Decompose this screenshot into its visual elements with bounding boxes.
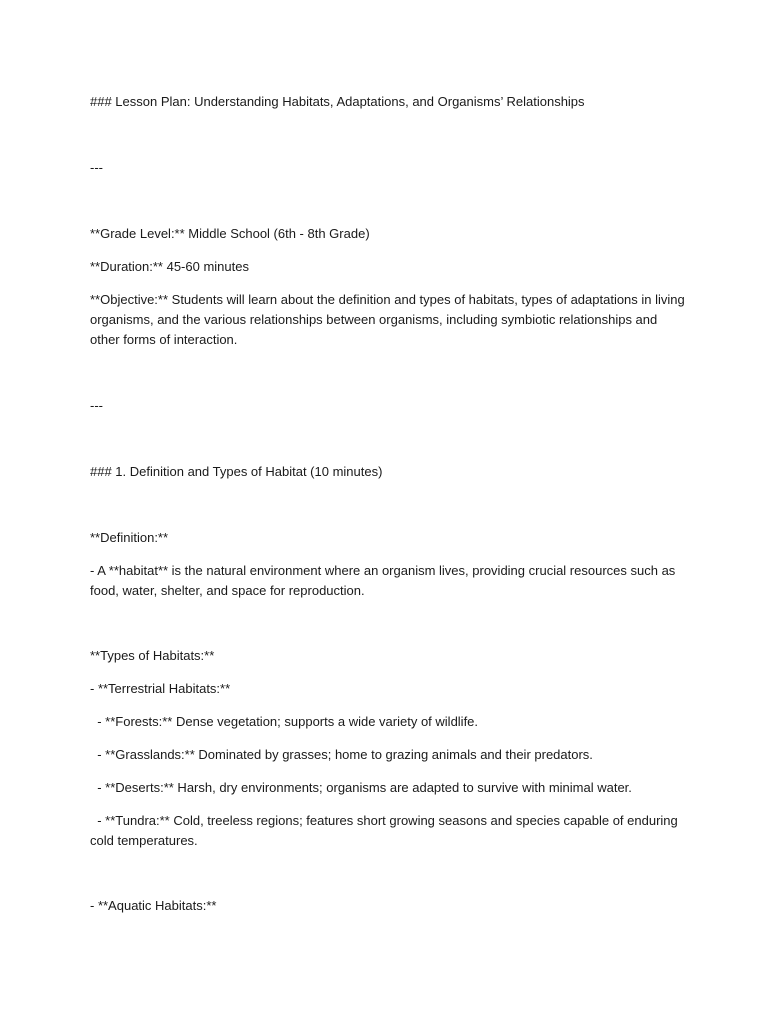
types-label: **Types of Habitats:** <box>90 648 215 663</box>
separator: --- <box>90 398 103 413</box>
separator: --- <box>90 160 103 175</box>
grade-level: **Grade Level:** Middle School (6th - 8th Grade) <box>90 226 370 241</box>
habitat-tundra: - **Tundra:** Cold, treeless regions; features short growing seasons and species capable of enduring cold temperatures. <box>90 813 682 848</box>
habitat-forests: - **Forests:** Dense vegetation; supports a wide variety of wildlife. <box>90 714 479 729</box>
duration: **Duration:** 45-60 minutes <box>90 259 249 274</box>
terrestrial-label: - **Terrestrial Habitats:** <box>90 681 231 696</box>
lesson-plan-title: ### Lesson Plan: Understanding Habitats, Adaptations, and Organisms’ Relationships <box>90 94 585 109</box>
objective: **Objective:** Students will learn about the definition and types of habitats, types of adaptations in living organisms, and the various relationships between organisms, including symbiotic relationships and other forms of interaction. <box>90 292 689 347</box>
habitat-grasslands: - **Grasslands:** Dominated by grasses; home to grazing animals and their predators. <box>90 747 593 762</box>
definition-text: - A **habitat** is the natural environment where an organism lives, providing crucial resources such as food, water, shelter, and space for reproduction. <box>90 563 679 598</box>
section-heading: ### 1. Definition and Types of Habitat (10 minutes) <box>90 464 383 479</box>
aquatic-label: - **Aquatic Habitats:** <box>90 898 217 913</box>
habitat-deserts: - **Deserts:** Harsh, dry environments; organisms are adapted to survive with minimal water. <box>90 780 632 795</box>
definition-label: **Definition:** <box>90 530 169 545</box>
